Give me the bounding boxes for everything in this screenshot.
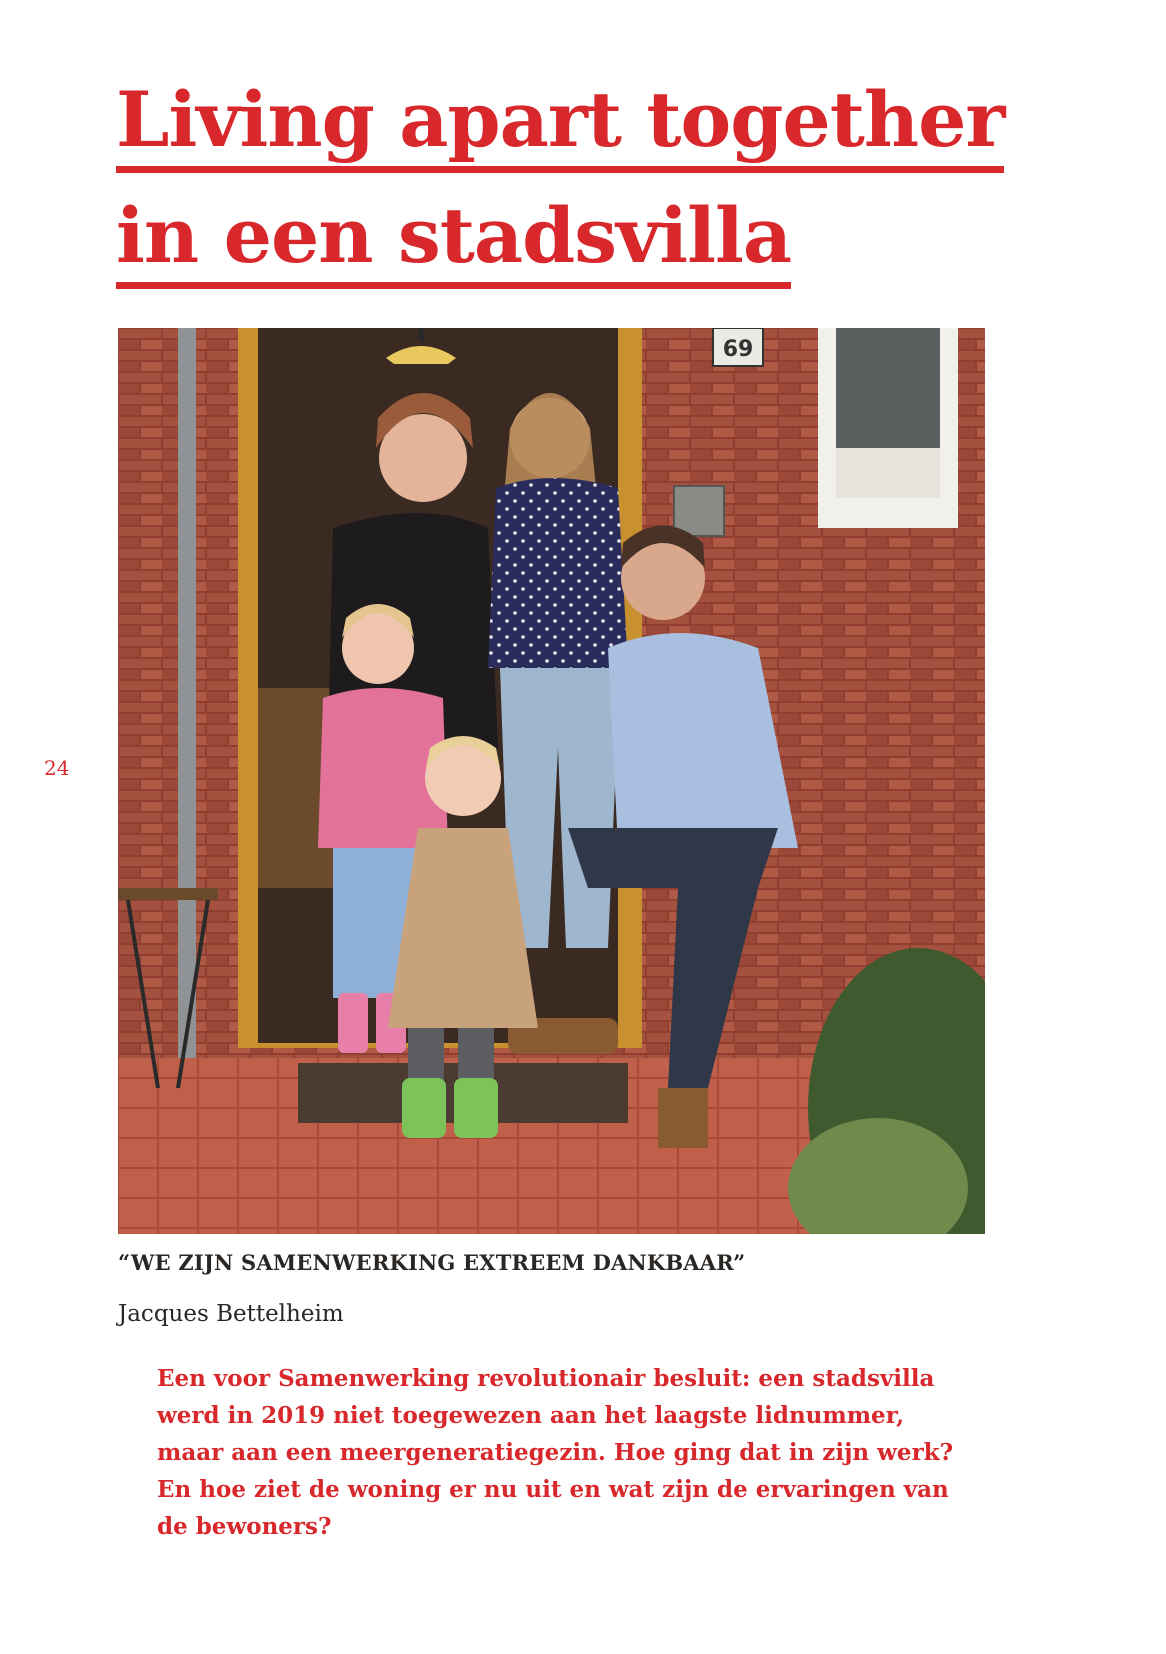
drain-pipe [178,328,196,1068]
family-photo [118,328,985,1234]
house-number: 69 [722,337,754,362]
title-line-1-text: Living apart together [116,82,1004,173]
title-line-2 [116,191,792,289]
pull-quote: “WE ZIJN SAMENWERKING EXTREEM DANKBAAR” [118,1250,746,1275]
intro-paragraph: Een voor Samenwerking revolutionair besluit: een stadsvilla werd in 2019 niet toegewezen aan het laagste lidnummer, maar aan een meergeneratiegezin. Hoe ging dat in zijn werk? En hoe ziet de woning er nu uit en wat zijn de ervaringen van de bewoners? [157,1365,954,1540]
title-line-2-text: in een stadsvilla [116,198,791,289]
page-number: 24 [44,756,70,780]
author-name: Jacques Bettelheim [118,1301,344,1327]
intercom [674,486,724,536]
title-line-1 [116,75,1005,173]
